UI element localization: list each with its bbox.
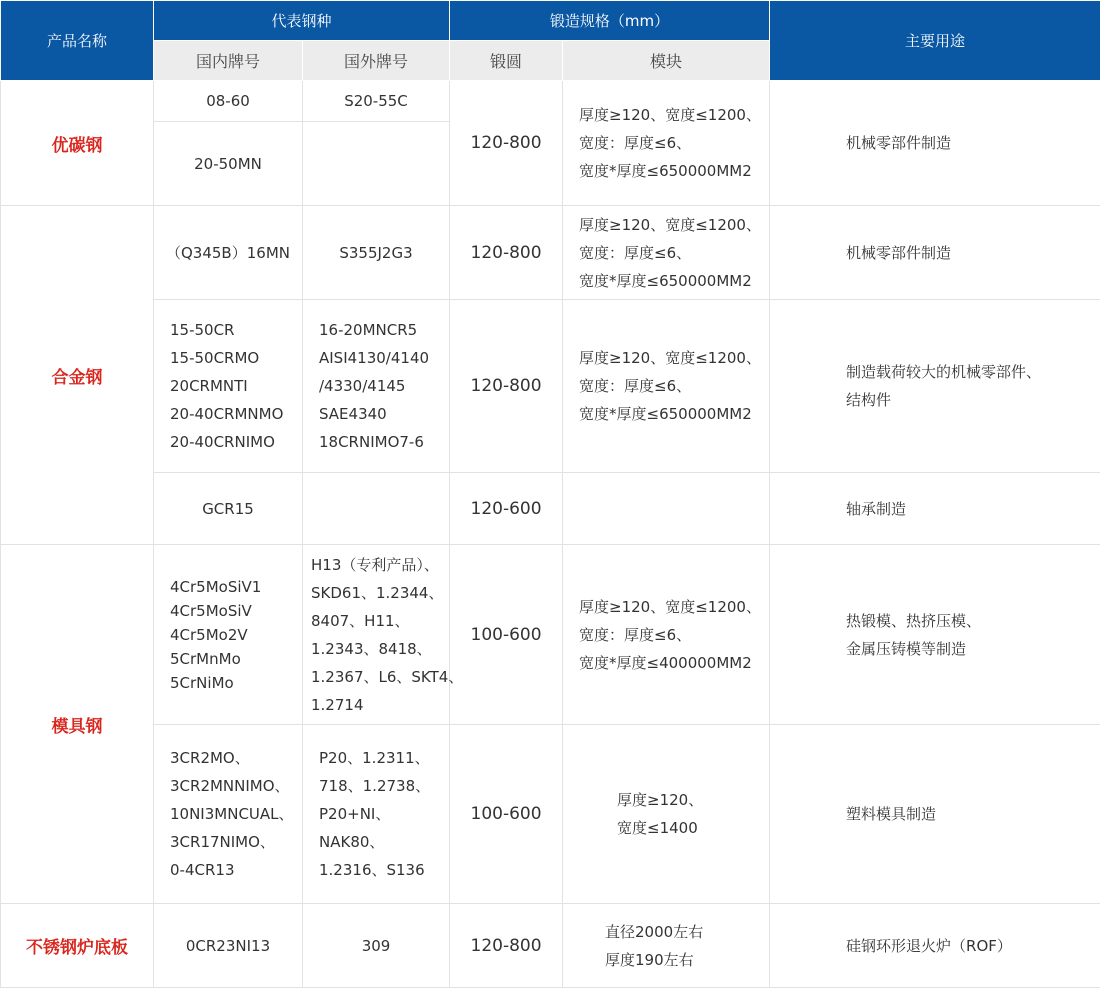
header-foreign: 国外牌号: [303, 41, 450, 81]
foreign-grade-empty: [303, 473, 450, 545]
main-use: 机械零部件制造: [770, 206, 1100, 300]
product-name: 优碳钢: [1, 81, 154, 206]
domestic-grade: GCR15: [154, 473, 303, 545]
foreign-grade: S20-55C: [303, 81, 450, 122]
domestic-grade: 15-50CR 15-50CRMO 20CRMNTI 20-40CRMNMO 20-40CRNIMO: [154, 300, 303, 473]
domestic-grade: 20-50MN: [154, 122, 303, 206]
domestic-grade: （Q345B）16MN: [154, 206, 303, 300]
domestic-grade: 4Cr5MoSiV1 4Cr5MoSiV 4Cr5Mo2V 5CrMnMo 5CrNiMo: [154, 545, 303, 725]
foreign-grade-empty: [303, 122, 450, 206]
domestic-grade: 3CR2MO、 3CR2MNNIMO、 10NI3MNCUAL、 3CR17NIMO、 0-4CR13: [154, 725, 303, 904]
round-size: 120-800: [450, 300, 563, 473]
block-spec: 厚度≥120、宽度≤1200、 宽度：厚度≤6、 宽度*厚度≤650000MM2: [563, 206, 770, 300]
domestic-grade: 0CR23NI13: [154, 904, 303, 988]
foreign-grade: P20、1.2311、 718、1.2738、 P20+NI、 NAK80、 1.2316、S136: [303, 725, 450, 904]
domestic-grade: 08-60: [154, 81, 303, 122]
main-use: 硅钢环形退火炉（ROF）: [770, 904, 1100, 988]
round-size: 100-600: [450, 725, 563, 904]
foreign-grade: H13（专利产品）、 SKD61、1.2344、 8407、H11、 1.2343、8418、 1.2367、L6、SKT4、 1.2714: [303, 545, 450, 725]
main-use: 塑料模具制造: [770, 725, 1100, 904]
main-use: 热锻模、热挤压模、 金属压铸模等制造: [770, 545, 1100, 725]
round-size: 120-800: [450, 81, 563, 206]
round-size: 120-600: [450, 473, 563, 545]
block-spec: 直径2000左右 厚度190左右: [563, 904, 770, 988]
round-size: 120-800: [450, 206, 563, 300]
block-spec: 厚度≥120、 宽度≤1400: [563, 725, 770, 904]
round-size: 100-600: [450, 545, 563, 725]
block-spec: 厚度≥120、宽度≤1200、 宽度：厚度≤6、 宽度*厚度≤650000MM2: [563, 300, 770, 473]
block-spec: 厚度≥120、宽度≤1200、 宽度：厚度≤6、 宽度*厚度≤400000MM2: [563, 545, 770, 725]
main-use: 机械零部件制造: [770, 81, 1100, 206]
main-use: 轴承制造: [770, 473, 1100, 545]
main-use: 制造载荷较大的机械零部件、 结构件: [770, 300, 1100, 473]
header-product-name: 产品名称: [1, 1, 154, 81]
header-main-use: 主要用途: [770, 1, 1100, 81]
product-name: 不锈钢炉底板: [1, 904, 154, 988]
foreign-grade: 16-20MNCR5 AISI4130/4140 /4330/4145 SAE4340 18CRNIMO7-6: [303, 300, 450, 473]
product-name: 合金钢: [1, 206, 154, 545]
header-block: 模块: [563, 41, 770, 81]
header-round: 锻圆: [450, 41, 563, 81]
block-spec: 厚度≥120、宽度≤1200、 宽度：厚度≤6、 宽度*厚度≤650000MM2: [563, 81, 770, 206]
foreign-grade: S355J2G3: [303, 206, 450, 300]
header-forging-spec: 锻造规格（mm）: [450, 1, 770, 41]
round-size: 120-800: [450, 904, 563, 988]
header-rep-steel: 代表钢种: [154, 1, 450, 41]
block-spec-empty: [563, 473, 770, 545]
header-domestic: 国内牌号: [154, 41, 303, 81]
foreign-grade: 309: [303, 904, 450, 988]
product-name: 模具钢: [1, 545, 154, 904]
